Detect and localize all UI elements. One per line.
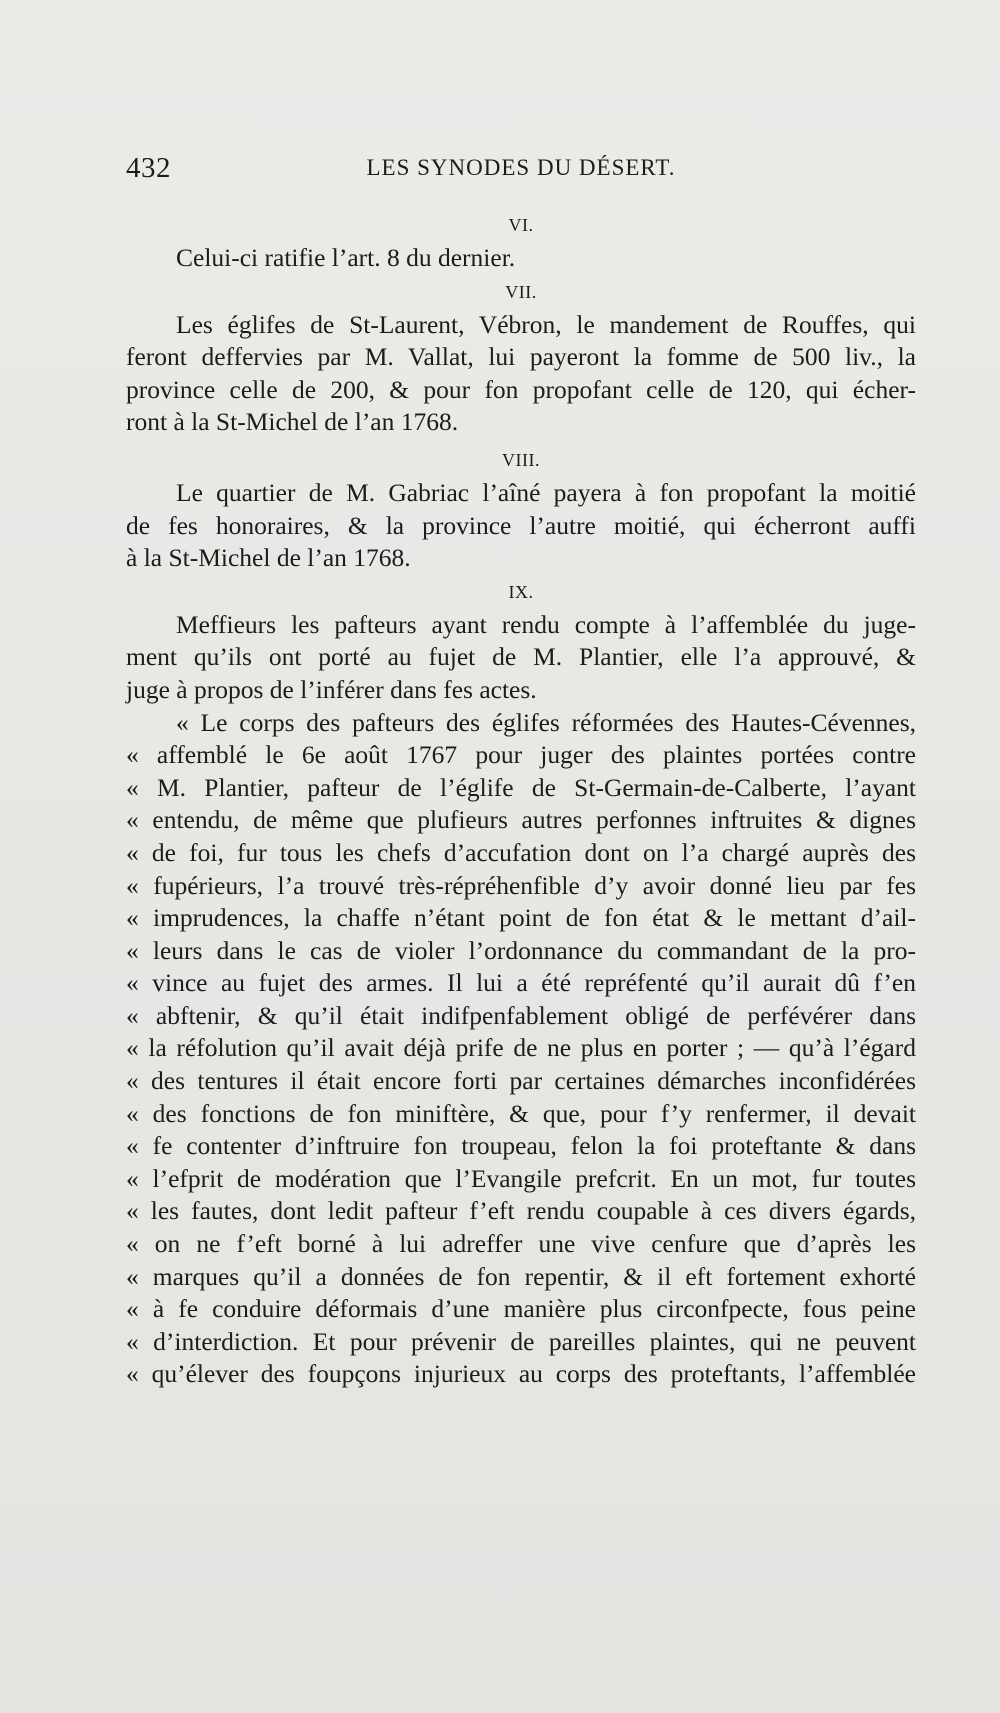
quote-line: « M. Plantier, pafteur de l’églife de St-Germain-de-Calberte, l’ayant — [126, 772, 916, 802]
quote-line: « qu’élever des foupçons injurieux au corps des proteftants, l’affemblée — [126, 1359, 916, 1389]
text-line: ment qu’ils ont porté au fujet de M. Plantier, elle l’a approuvé, & — [126, 642, 916, 672]
quote-line: « fupérieurs, l’a trouvé très-répréhenfible d’y avoir donné lieu par fes — [126, 870, 916, 900]
quote-line: « Le corps des pafteurs des églifes réformées des Hautes-Cévennes, — [176, 707, 916, 737]
quote-line: « leurs dans le cas de violer l’ordonnance du commandant de la pro- — [126, 935, 916, 965]
text-line: Les églifes de St-Laurent, Vébron, le mandement de Rouffes, qui — [176, 309, 916, 339]
article-viii-text — [126, 477, 916, 575]
text-line: à la St-Michel de l’an 1768. — [126, 543, 411, 573]
quote-line: « l’efprit de modération que l’Evangile prefcrit. En un mot, fur toutes — [126, 1163, 916, 1193]
quote-line: « des tentures il était encore forti par certaines démarches inconfidérées — [126, 1066, 916, 1096]
quote-line: « marques qu’il a données de fon repentir, & il eft fortement exhorté — [126, 1261, 916, 1291]
quote-line: « d’interdiction. Et pour prévenir de pareilles plaintes, qui ne peuvent — [126, 1326, 916, 1356]
article-vii-text — [126, 309, 916, 439]
plantier-judgment-quote — [126, 707, 916, 1391]
quote-line: « abftenir, & qu’il était indifpenfablement obligé de perfévérer dans — [126, 1000, 916, 1030]
quote-line: « à fe conduire déformais d’une manière plus circonfpecte, fous peine — [126, 1294, 916, 1324]
text-line: Le quartier de M. Gabriac l’aîné payera à fon propofant la moitié — [176, 477, 916, 507]
text-line: ront à la St-Michel de l’an 1768. — [126, 407, 459, 437]
article-number-vii: VII. — [505, 281, 537, 302]
article-ix-text — [126, 609, 916, 707]
page-body — [126, 208, 916, 1391]
quote-line: « des fonctions de fon miniftère, & que, pour f’y renfermer, il devait — [126, 1098, 916, 1128]
article-number-ix: IX. — [508, 581, 534, 602]
text-line: province celle de 200, & pour fon propofant celle de 120, qui écher- — [126, 374, 916, 404]
quote-line: « vince au fujet des armes. Il lui a été repréfenté qu’il aurait dû f’en — [126, 968, 916, 998]
text-line: Celui-ci ratifie l’art. 8 du dernier. — [176, 243, 516, 272]
quote-line: « fe contenter d’inftruire fon troupeau, felon la foi proteftante & dans — [126, 1131, 916, 1161]
text-line: feront deffervies par M. Vallat, lui payeront la fomme de 500 liv., la — [126, 342, 916, 372]
article-number-viii: VIII. — [502, 449, 540, 470]
running-title: LES SYNODES DU DÉSERT. — [366, 155, 676, 180]
text-line: juge à propos de l’inférer dans fes actes. — [126, 674, 537, 704]
quote-line: « la réfolution qu’il avait déjà prife de ne plus en porter ; — qu’à l’égard — [126, 1033, 916, 1063]
quote-line: « imprudences, la chaffe n’étant point de fon état & le mettant d’ail- — [126, 903, 916, 933]
page-header — [126, 152, 916, 192]
quote-line: « de foi, fur tous les chefs d’accufation dont on l’a chargé auprès des — [126, 837, 916, 867]
page-number: 432 — [126, 152, 171, 184]
quote-line: « entendu, de même que plufieurs autres perfonnes inftruites & dignes — [126, 805, 916, 835]
text-line: de fes honoraires, & la province l’autre moitié, qui écherront auffi — [126, 510, 916, 540]
quote-line: « affemblé le 6e août 1767 pour juger des plaintes portées contre — [126, 740, 916, 770]
article-vi-text — [126, 242, 916, 275]
text-line: Meffieurs les pafteurs ayant rendu compte à l’affemblée du juge- — [176, 609, 916, 639]
article-number-vi: VI. — [508, 215, 534, 235]
quote-line: « les fautes, dont ledit pafteur f’eft rendu coupable à ces divers égards, — [126, 1196, 916, 1226]
quote-line: « on ne f’eft borné à lui adreffer une vive cenfure que d’après les — [126, 1229, 916, 1259]
